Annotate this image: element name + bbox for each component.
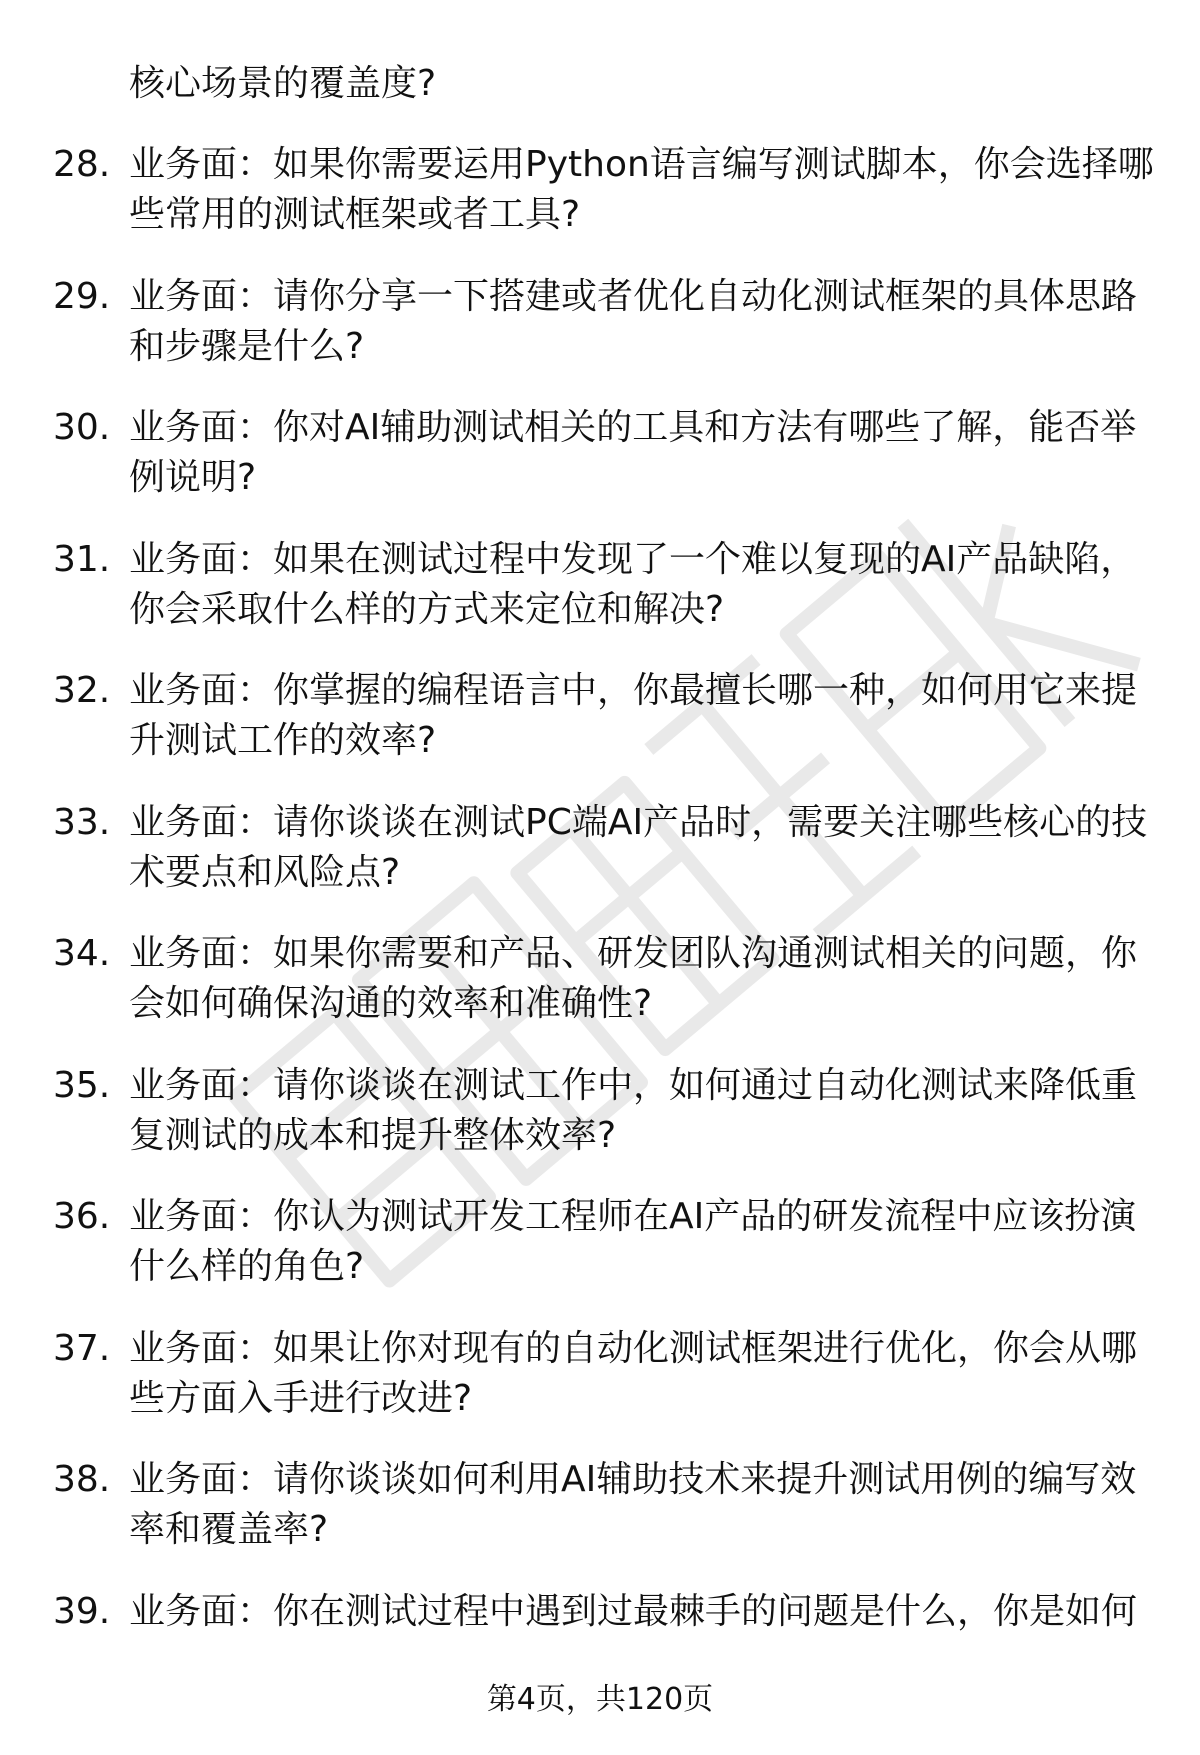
question-text-line: 业务面：请你分享一下搭建或者优化自动化测试框架的具体思路 [129,275,1138,317]
question-number: 38. [53,1459,111,1500]
page-footer: 第4页，共120页 [486,1682,714,1717]
question-text-line: 业务面：如果你需要和产品、研发团队沟通测试相关的问题，你 [129,933,1138,974]
question-text-line: 和步骤是什么? [129,325,365,367]
continuation-text: 核心场景的覆盖度? [129,63,437,104]
list-item [0,141,1200,273]
list-item [0,930,1200,1062]
list-item [0,404,1200,536]
question-text-line: 率和覆盖率? [129,1509,329,1550]
question-number: 39. [53,1590,111,1632]
question-number: 30. [53,407,111,448]
question-list [0,141,1200,1719]
question-text-line: 升测试工作的效率? [129,720,437,761]
question-number: 28. [53,144,111,185]
list-item [0,1456,1200,1588]
list-item [0,273,1200,405]
question-text-line: 术要点和风险点? [129,851,401,893]
question-number: 37. [53,1327,111,1369]
question-number: 36. [53,1196,111,1237]
list-item [0,1193,1200,1325]
question-text-line: 会如何确保沟通的效率和准确性? [129,983,653,1024]
question-text-line: 复测试的成本和提升整体效率? [129,1114,617,1156]
list-item [0,799,1200,931]
question-number: 31. [53,538,111,580]
question-number: 33. [53,801,111,843]
question-text-line: 业务面：你认为测试开发工程师在AI产品的研发流程中应该扮演 [129,1196,1137,1237]
list-item [0,1325,1200,1457]
list-item [0,667,1200,799]
list-item [0,536,1200,668]
question-number: 34. [53,933,111,974]
question-number: 32. [53,670,111,711]
question-text-line: 你会采取什么样的方式来定位和解决? [129,588,725,630]
question-text-line: 业务面：请你谈谈在测试工作中，如何通过自动化测试来降低重 [129,1064,1138,1106]
question-text-line: 些常用的测试框架或者工具? [129,194,581,235]
list-item [0,1062,1200,1194]
question-text-line: 业务面：你在测试过程中遇到过最棘手的问题是什么，你是如何 [129,1590,1138,1632]
question-text-line: 些方面入手进行改进? [129,1377,473,1419]
question-text-line: 业务面：请你谈谈在测试PC端AI产品时，需要关注哪些核心的技 [129,801,1148,843]
question-text-line: 业务面：请你谈谈如何利用AI辅助技术来提升测试用例的编写效 [129,1459,1137,1500]
question-text-line: 业务面：如果你需要运用Python语言编写测试脚本，你会选择哪 [129,144,1154,185]
question-text-line: 业务面：如果在测试过程中发现了一个难以复现的AI产品缺陷， [129,538,1137,580]
question-text-line: 业务面：你对AI辅助测试相关的工具和方法有哪些了解，能否举 [129,407,1137,448]
question-text-line: 业务面：如果让你对现有的自动化测试框架进行优化，你会从哪 [129,1327,1138,1369]
question-number: 29. [53,275,111,317]
question-text-line: 什么样的角色? [129,1246,365,1287]
question-number: 35. [53,1064,111,1106]
question-text-line: 业务面：你掌握的编程语言中，你最擅长哪一种，如何用它来提 [129,670,1138,711]
question-text-line: 例说明? [129,457,257,498]
